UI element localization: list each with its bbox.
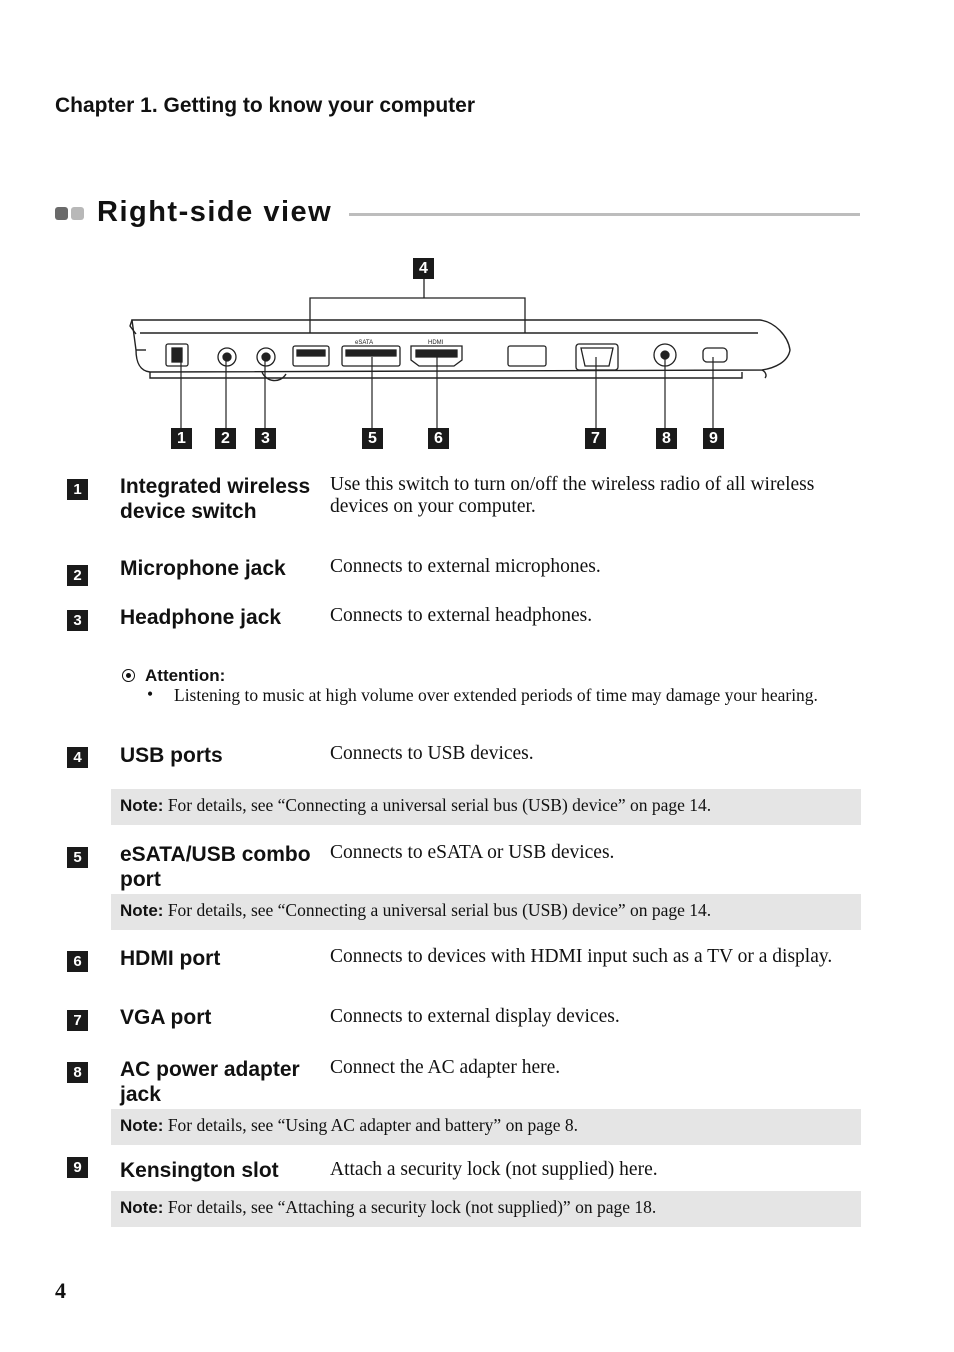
esata-label: eSATA <box>355 340 374 346</box>
section-dot-light <box>71 207 84 220</box>
attention-icon <box>122 669 135 682</box>
section-rule <box>349 213 860 216</box>
item-description: Connects to devices with HDMI input such as a TV or a display. <box>330 946 833 967</box>
attention-text: Listening to music at high volume over extended periods of time may damage your hearing. <box>174 685 818 705</box>
note-text: For details, see “Connecting a universal serial bus (USB) device” on page 14. <box>167 900 712 920</box>
item-number: 1 <box>67 479 88 500</box>
callout-1: 1 <box>171 428 192 449</box>
callout-8: 8 <box>656 428 677 449</box>
section-bullets <box>55 207 87 225</box>
callout-2: 2 <box>215 428 236 449</box>
note-text: For details, see “Connecting a universal serial bus (USB) device” on page 14. <box>167 795 712 815</box>
note-esata <box>111 894 861 930</box>
page-number: 4 <box>55 1278 66 1303</box>
attention-label: Attention: <box>145 666 226 685</box>
usb-port-2 <box>508 346 546 366</box>
callout-4: 4 <box>413 258 434 279</box>
item-name: VGA port <box>120 1006 212 1029</box>
item-number: 2 <box>67 565 88 586</box>
item-description: Connects to external microphones. <box>330 556 601 577</box>
item-name: Integrated wireless device switch <box>120 475 311 523</box>
item-number: 6 <box>67 951 88 972</box>
item-number: 3 <box>67 610 88 631</box>
item-name: Kensington slot <box>120 1159 279 1182</box>
item-description: Connects to eSATA or USB devices. <box>330 842 615 863</box>
section-dot-dark <box>55 207 68 220</box>
note-label: Note: <box>120 1198 164 1217</box>
ports <box>166 344 727 370</box>
item-name: AC power adapter jack <box>120 1058 300 1106</box>
note-label: Note: <box>120 796 164 815</box>
section-title: Right-side view <box>97 196 333 228</box>
item-number: 5 <box>67 847 88 868</box>
note-text: For details, see “Attaching a security lock (not supplied)” on page 18. <box>167 1197 657 1217</box>
item-description: Connects to external display devices. <box>330 1006 620 1027</box>
item-number: 9 <box>67 1157 88 1178</box>
item-description: Use this switch to turn on/off the wireless radio of all wireless devices on your computer. <box>330 474 815 517</box>
callout-7: 7 <box>585 428 606 449</box>
note-text: For details, see “Using AC adapter and battery” on page 8. <box>167 1115 578 1135</box>
item-description: Connect the AC adapter here. <box>330 1057 561 1078</box>
usb-bracket <box>310 279 525 333</box>
item-name: Headphone jack <box>120 606 282 629</box>
attention-heading <box>122 666 225 686</box>
callout-9: 9 <box>703 428 724 449</box>
item-name: eSATA/USB combo port <box>120 843 311 891</box>
item-name: USB ports <box>120 744 223 767</box>
right-side-diagram <box>0 250 954 460</box>
laptop-side-outline <box>130 320 790 381</box>
hdmi-label: HDMI <box>428 340 444 346</box>
note-label: Note: <box>120 901 164 920</box>
bullet-icon: • <box>147 684 154 704</box>
callout-5: 5 <box>362 428 383 449</box>
item-name: Microphone jack <box>120 557 286 580</box>
kensington-slot-port <box>703 348 727 362</box>
note-label: Note: <box>120 1116 164 1135</box>
note-usb <box>111 789 861 825</box>
item-number: 8 <box>67 1062 88 1083</box>
item-description: Attach a security lock (not supplied) here. <box>330 1159 658 1180</box>
callout-6: 6 <box>428 428 449 449</box>
item-description: Connects to external headphones. <box>330 605 593 626</box>
note-ac <box>111 1109 861 1145</box>
chapter-heading: Chapter 1. Getting to know your computer <box>55 94 476 117</box>
item-description: Connects to USB devices. <box>330 743 534 764</box>
note-kensington <box>111 1191 861 1227</box>
item-number: 7 <box>67 1010 88 1031</box>
item-name: HDMI port <box>120 947 221 970</box>
callout-3: 3 <box>255 428 276 449</box>
item-number: 4 <box>67 747 88 768</box>
